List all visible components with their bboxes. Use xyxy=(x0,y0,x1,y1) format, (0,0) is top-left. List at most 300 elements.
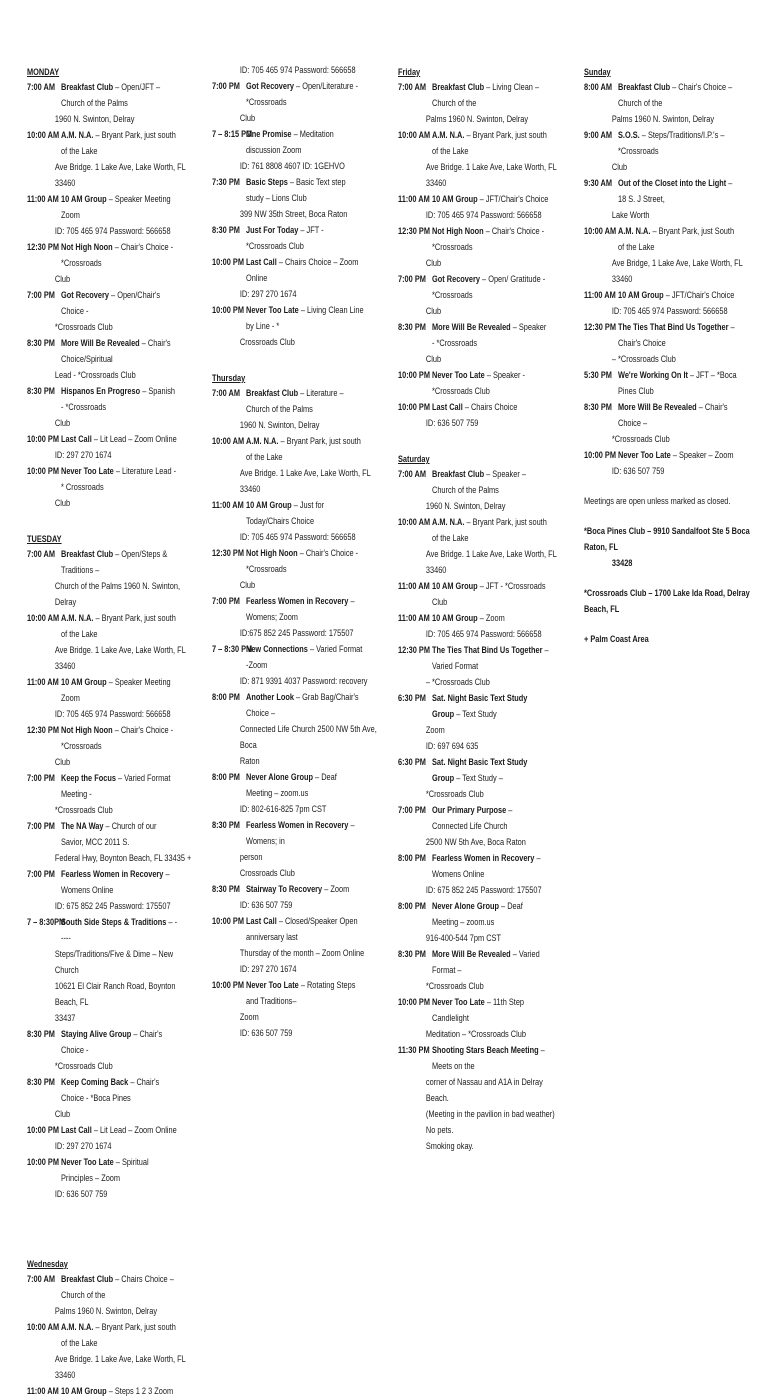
meeting-name: Never Too Late xyxy=(618,450,671,460)
meeting-entry xyxy=(27,79,205,111)
meeting-name: 10 AM Group xyxy=(432,194,478,204)
meeting-details: – Bryant Park, just South of the Lake xyxy=(618,226,735,252)
meeting-entry xyxy=(398,946,576,978)
meeting-time: 6:30 PM xyxy=(398,757,426,767)
meeting-time: 12:30 PM xyxy=(398,226,431,236)
meeting-entry xyxy=(212,689,390,721)
meeting-entry xyxy=(27,1026,205,1058)
meeting-details: – Grab Bag/Chair's Choice – xyxy=(246,692,359,718)
meeting-detail-line: Connected Life Church 2500 NW 5th Ave, Boca xyxy=(239,724,377,750)
day-heading-sunday: Sunday xyxy=(584,67,611,77)
meeting-details: – Lit Lead – Zoom Online xyxy=(91,434,177,444)
meeting-time: 7:00 PM xyxy=(212,596,240,606)
meeting-description xyxy=(61,1271,179,1303)
meeting-detail-line: Thursday of the month – Zoom Online xyxy=(239,948,365,958)
meeting-details: – Womens; Zoom xyxy=(246,596,355,622)
boca-pines-address-text: *Boca Pines Club – 9910 Sandalfoot Ste 5 Boca Raton, FL xyxy=(584,526,750,552)
meeting-detail-line: Club xyxy=(54,757,71,767)
meeting-description xyxy=(618,287,738,303)
meeting-name: Never Alone Group xyxy=(432,901,499,911)
meeting-name: 10 AM Group xyxy=(432,613,478,623)
meeting-detail-line: ID: 297 270 1674 xyxy=(239,289,297,299)
meeting-time: 10:00 PM xyxy=(27,466,60,476)
meeting-time: 7:30 PM xyxy=(212,177,240,187)
meeting-detail-line: Club xyxy=(425,354,442,364)
meeting-name: 10 AM Group xyxy=(246,500,292,510)
meeting-entry xyxy=(212,817,390,849)
meeting-description xyxy=(618,399,738,431)
meeting-description xyxy=(618,79,738,111)
meeting-entry xyxy=(27,335,205,367)
meeting-detail-line: ID: 297 270 1674 xyxy=(239,964,297,974)
meeting-detail-line: Ave Bridge. 1 Lake Ave, Lake Worth, FL 33460 xyxy=(239,468,371,494)
meeting-name: A.M. N.A. xyxy=(61,613,94,623)
meeting-entry xyxy=(398,898,576,930)
meeting-name: Keep Coming Back xyxy=(61,1077,129,1087)
meeting-description xyxy=(432,271,550,303)
meeting-time: 10:00 PM xyxy=(212,980,245,990)
meeting-entry xyxy=(584,79,764,111)
meeting-detail-line: ID: 675 852 245 Password: 175507 xyxy=(54,901,171,911)
meeting-detail-line: Club xyxy=(425,306,442,316)
meeting-time: 10:00 PM xyxy=(212,257,245,267)
meeting-entry xyxy=(212,977,390,1009)
meeting-name: Breakfast Club xyxy=(61,1274,114,1284)
meeting-detail-line: ID: 636 507 759 xyxy=(611,466,665,476)
meeting-time: 10:00 AM xyxy=(27,130,60,140)
meeting-detail-line: ID: 761 8808 4607 ID: 1GEHVO xyxy=(239,161,345,171)
meeting-entry xyxy=(212,913,390,945)
meeting-name: Keep the Focus xyxy=(61,773,116,783)
meeting-details: – Chair's Choice - *Crossroads xyxy=(246,548,359,574)
day-list-sunday xyxy=(584,79,764,479)
meeting-detail-line: Crossroads Club xyxy=(239,868,295,878)
meeting-description xyxy=(432,79,550,111)
meeting-details: – Zoom xyxy=(477,613,505,623)
meeting-detail-line: ID: 802-616-825 7pm CST xyxy=(239,804,327,814)
meeting-details: – Rotating Steps and Traditions– xyxy=(246,980,356,1006)
meeting-name: Stairway To Recovery xyxy=(246,884,323,894)
meeting-entry xyxy=(584,287,764,303)
meeting-description xyxy=(61,914,179,946)
meeting-time: 12:30 PM xyxy=(27,242,60,252)
meeting-description xyxy=(618,319,738,351)
meeting-detail-line: (Meeting in the pavilion in bad weather) No pets. xyxy=(425,1109,555,1135)
meeting-time: 8:30 PM xyxy=(212,884,240,894)
meeting-name: A.M. N.A. xyxy=(61,1322,94,1332)
meeting-detail-line: Ave Bridge, 1 Lake Ave, Lake Worth, FL 33460 xyxy=(611,258,743,284)
day-heading-saturday: Saturday xyxy=(398,454,430,464)
meeting-description xyxy=(61,770,179,802)
meeting-description xyxy=(61,1074,179,1106)
meeting-detail-line: Ave Bridge. 1 Lake Ave, Lake Worth, FL 33460 xyxy=(54,162,186,188)
meeting-details: – Church of our Savior, MCC 2011 S. xyxy=(61,821,157,847)
meeting-details: – Literature – Church of the Palms xyxy=(246,388,344,414)
meeting-description xyxy=(61,1122,179,1138)
meeting-details: – Womens Online xyxy=(432,853,541,879)
meeting-details: – JFT – *Boca Pines Club xyxy=(618,370,737,396)
meeting-details: – Bryant Park, just south of the Lake xyxy=(61,130,176,156)
meeting-detail-line: Crossroads Club xyxy=(239,337,295,347)
day-list-thursday xyxy=(212,385,390,1041)
meeting-description xyxy=(61,610,179,642)
meeting-name: A.M. N.A. xyxy=(432,517,465,527)
meeting-name: Not High Noon xyxy=(246,548,298,558)
meeting-detail-line: Smoking okay. xyxy=(425,1141,474,1151)
day-heading-thursday: Thursday xyxy=(212,373,246,383)
meeting-name: Out of the Closet into the Light xyxy=(618,178,727,188)
meeting-entry xyxy=(398,223,576,255)
meeting-time: 8:00 PM xyxy=(398,901,426,911)
meeting-detail-line: Club xyxy=(54,498,71,508)
meeting-description xyxy=(61,1026,179,1058)
meeting-details: – Womens; in xyxy=(246,820,355,846)
meeting-time: 8:30 PM xyxy=(212,225,240,235)
meeting-entry xyxy=(27,239,205,271)
boca-pines-address xyxy=(584,523,756,571)
meeting-description xyxy=(61,127,179,159)
meeting-details: – Varied Format xyxy=(432,645,549,671)
meeting-name: 10 AM Group xyxy=(618,290,664,300)
meeting-time: 7:00 AM xyxy=(27,82,56,92)
meeting-entry xyxy=(398,399,576,415)
meeting-description xyxy=(432,850,550,882)
meeting-details: – Open/ Gratitude - *Crossroads xyxy=(432,274,546,300)
meeting-time: 8:00 PM xyxy=(212,772,240,782)
meeting-description xyxy=(432,514,550,546)
meeting-name: More Will Be Revealed xyxy=(61,338,140,348)
meeting-description xyxy=(246,174,364,206)
meeting-name: Breakfast Club xyxy=(618,82,671,92)
meeting-entry xyxy=(398,319,576,351)
meeting-detail-line: 10621 El Clair Ranch Road, Boynton Beach, FL xyxy=(54,981,176,1007)
meeting-detail-line: Zoom xyxy=(239,1012,259,1022)
meeting-detail-line: Club xyxy=(425,258,442,268)
meeting-details: – JFT - *Crossroads Club xyxy=(246,225,324,251)
meeting-name: 10 AM Group xyxy=(432,581,478,591)
meeting-time: 11:00 AM xyxy=(398,613,430,623)
meeting-entry xyxy=(584,447,764,463)
meeting-entry xyxy=(584,175,764,207)
meeting-description xyxy=(61,722,179,754)
meeting-detail-line: *Crossroads Club xyxy=(54,1061,113,1071)
meeting-name: Never Too Late xyxy=(432,997,485,1007)
meeting-detail-line: 1960 N. Swinton, Delray xyxy=(54,114,135,124)
meeting-name: Fearless Women in Recovery xyxy=(246,820,349,830)
meeting-detail-line: 1960 N. Swinton, Delray xyxy=(425,501,506,511)
meeting-name: Never Too Late xyxy=(61,466,114,476)
meeting-name: Breakfast Club xyxy=(432,469,485,479)
meeting-description xyxy=(61,1319,179,1351)
meeting-name: 10 AM Group xyxy=(61,1386,107,1396)
meeting-detail-line: ID: 675 852 245 Password: 175507 xyxy=(425,885,542,895)
meeting-time: 6:30 PM xyxy=(398,693,426,703)
meeting-description xyxy=(432,642,550,674)
meeting-time: 10:00 PM xyxy=(584,450,617,460)
meeting-entry xyxy=(27,866,205,898)
meeting-detail-line: 2500 NW 5th Ave, Boca Raton xyxy=(425,837,526,847)
palm-coast-text: + Palm Coast Area xyxy=(584,634,649,644)
meeting-name: Last Call xyxy=(246,916,277,926)
meeting-time: 10:00 PM xyxy=(27,1157,60,1167)
meeting-description xyxy=(61,1154,179,1186)
meeting-details: – Bryant Park, just south of the Lake xyxy=(61,1322,176,1348)
meeting-time: 7:00 PM xyxy=(212,81,240,91)
meeting-name: Got Recovery xyxy=(61,290,109,300)
meeting-details: – ----- xyxy=(61,917,178,943)
meeting-time: 10:00 AM xyxy=(27,613,60,623)
meeting-description xyxy=(246,302,364,334)
meeting-details: – Bryant Park, just south of the Lake xyxy=(61,613,176,639)
meeting-description xyxy=(432,578,550,610)
meeting-entry xyxy=(398,994,576,1026)
meeting-entry xyxy=(27,287,205,319)
meeting-name: The Ties That Bind Us Together xyxy=(432,645,543,655)
meeting-name: Never Too Late xyxy=(61,1157,114,1167)
meeting-details: – Text Study – xyxy=(454,773,503,783)
meeting-time: 5:30 PM xyxy=(584,370,612,380)
meeting-time: 8:30 PM xyxy=(398,949,426,959)
meeting-details: – 11th Step Candlelight xyxy=(432,997,525,1023)
meeting-entry xyxy=(212,126,390,158)
meeting-detail-line: *Crossroads Club xyxy=(425,981,484,991)
meeting-details: – Spiritual Principles – Zoom xyxy=(61,1157,149,1183)
meeting-name: Hispanos En Progreso xyxy=(61,386,141,396)
meeting-detail-line: person xyxy=(239,852,263,862)
meeting-name: A.M. N.A. xyxy=(246,436,279,446)
meeting-name: Last Call xyxy=(61,434,92,444)
meeting-description xyxy=(61,383,179,415)
meeting-description xyxy=(246,254,364,286)
meeting-description xyxy=(246,385,364,417)
meeting-details: – Chair's Choice/Spiritual xyxy=(61,338,171,364)
meeting-entry xyxy=(398,802,576,834)
meeting-description xyxy=(432,754,550,786)
meeting-description xyxy=(61,287,179,319)
meeting-detail-line: 399 NW 35th Street, Boca Raton xyxy=(239,209,348,219)
meeting-detail-line: Lead - *Crossroads Club xyxy=(54,370,136,380)
boca-pines-zip: 33428 xyxy=(611,558,633,568)
meeting-name: Breakfast Club xyxy=(61,549,114,559)
meeting-description xyxy=(618,175,738,207)
meeting-details: – Steps/Traditions/I.P.'s – *Crossroads xyxy=(618,130,725,156)
meeting-time: 8:30 PM xyxy=(212,820,240,830)
meeting-detail-line: ID: 636 507 759 xyxy=(239,1028,293,1038)
meeting-description xyxy=(246,641,364,673)
meeting-entry xyxy=(27,1271,205,1303)
meeting-detail-line: ID: 705 465 974 Password: 566658 xyxy=(239,532,356,542)
meeting-name: More Will Be Revealed xyxy=(432,322,511,332)
meeting-details: – Chair's Choice - *Crossroads xyxy=(61,242,174,268)
meeting-details: – Open/JFT – Church of the Palms xyxy=(61,82,161,108)
meeting-detail-line: 33437 xyxy=(54,1013,76,1023)
palm-coast-note xyxy=(584,631,756,647)
meeting-description xyxy=(432,610,550,626)
meeting-time: 7:00 PM xyxy=(27,773,55,783)
meeting-entry xyxy=(212,497,390,529)
meeting-description xyxy=(61,1383,179,1399)
meeting-time: 7:00 PM xyxy=(27,290,55,300)
meeting-description xyxy=(61,191,179,223)
meeting-description xyxy=(432,191,550,207)
meeting-details: – JFT - *Crossroads Club xyxy=(432,581,546,607)
meeting-name: S.O.S. xyxy=(618,130,640,140)
meeting-time: 11:00 AM xyxy=(584,290,616,300)
meeting-time: 7:00 AM xyxy=(398,469,427,479)
meeting-entry xyxy=(584,223,764,255)
meeting-detail-line: Club xyxy=(54,418,71,428)
meeting-entry xyxy=(212,222,390,254)
meeting-detail-line: *Crossroads Club xyxy=(611,434,670,444)
meeting-name: Just For Today xyxy=(246,225,299,235)
meeting-details: – Chair's Choice – xyxy=(618,402,728,428)
meeting-details: – Closed/Speaker Open anniversary last xyxy=(246,916,358,942)
meeting-time: 8:30 PM xyxy=(27,386,55,396)
meeting-detail-line: Meditation – *Crossroads Club xyxy=(425,1029,526,1039)
meeting-entry xyxy=(584,399,764,431)
meeting-time: 8:00 PM xyxy=(398,853,426,863)
meeting-details: – Steps 1 2 3 Zoom xyxy=(106,1386,174,1396)
meeting-time: 10:00 AM xyxy=(212,436,245,446)
meeting-detail-line: 916-400-544 7pm CST xyxy=(425,933,501,943)
meeting-name: Last Call xyxy=(246,257,277,267)
meeting-time: 8:30 PM xyxy=(584,402,612,412)
meeting-name: A.M. N.A. xyxy=(618,226,651,236)
meeting-detail-line: Church of the Palms 1960 N. Swinton, Delray xyxy=(54,581,180,607)
meeting-details: – Living Clean – Church of the xyxy=(432,82,540,108)
meeting-time: 10:00 AM xyxy=(584,226,617,236)
meeting-name: We're Working On It xyxy=(618,370,688,380)
meeting-detail-line: – *Crossroads Club xyxy=(425,677,490,687)
meeting-name: Sat. Night Basic Text Study Group xyxy=(432,757,528,783)
meeting-description xyxy=(432,690,550,722)
meeting-name: Never Too Late xyxy=(432,370,485,380)
meeting-description xyxy=(618,127,738,159)
meeting-time: 10:00 PM xyxy=(212,916,245,926)
meeting-entry xyxy=(27,127,205,159)
meeting-entry xyxy=(27,722,205,754)
meeting-detail-line: Ave Bridge. 1 Lake Ave, Lake Worth, FL 33460 xyxy=(54,645,186,671)
meeting-entry xyxy=(212,641,390,673)
meeting-details: – Open/Literature - *Crossroads xyxy=(246,81,358,107)
meeting-entry xyxy=(212,545,390,577)
meeting-name: Never Too Late xyxy=(246,980,299,990)
meeting-entry xyxy=(212,385,390,417)
meeting-time: 10:00 PM xyxy=(398,370,431,380)
meeting-detail-line: ID: 705 465 974 Password: 566658 xyxy=(425,210,542,220)
meeting-time: 7:00 AM xyxy=(212,388,241,398)
meeting-detail-line: Lake Worth xyxy=(611,210,650,220)
meeting-entry xyxy=(398,127,576,159)
meeting-details: – Bryant Park, just south of the Lake xyxy=(246,436,361,462)
meeting-time: 10:00 PM xyxy=(212,305,245,315)
meeting-name: Got Recovery xyxy=(432,274,480,284)
column-2 xyxy=(212,62,390,1041)
meeting-entry xyxy=(212,881,390,897)
meeting-entry xyxy=(27,674,205,706)
meeting-detail-line: Ave Bridge. 1 Lake Ave, Lake Worth, FL 33460 xyxy=(425,549,557,575)
meeting-name: Not High Noon xyxy=(432,226,484,236)
day-heading-friday: Friday xyxy=(398,67,421,77)
meeting-name: Another Look xyxy=(246,692,294,702)
meeting-details: – Chair's Choice xyxy=(618,322,735,348)
meeting-description xyxy=(432,466,550,498)
meeting-time: 8:00 PM xyxy=(212,692,240,702)
meeting-description xyxy=(432,994,550,1026)
meeting-details: – Speaker - *Crossroads Club xyxy=(432,370,525,396)
meeting-entry xyxy=(398,79,576,111)
meeting-description xyxy=(61,674,179,706)
meeting-name: Last Call xyxy=(61,1125,92,1135)
day-list-wednesday-continued xyxy=(212,78,390,350)
meeting-entry xyxy=(398,610,576,626)
meeting-detail-line: ID: 297 270 1674 xyxy=(54,450,112,460)
meeting-details: – Chair's Choice - xyxy=(61,1029,163,1055)
crossroads-address-text: *Crossroads Club – 1700 Lake Ida Road, Delray Beach, FL xyxy=(584,588,750,614)
meeting-entry xyxy=(212,433,390,465)
day-list-saturday xyxy=(398,466,576,1154)
meeting-description xyxy=(618,447,738,463)
meeting-entry xyxy=(27,431,205,447)
meeting-entry xyxy=(27,914,205,946)
meeting-description xyxy=(61,866,179,898)
meeting-entry xyxy=(398,642,576,674)
meeting-time: 12:30 PM xyxy=(212,548,245,558)
meeting-details: – Womens Online xyxy=(61,869,170,895)
meeting-detail-line: Palms 1960 N. Swinton, Delray xyxy=(425,114,529,124)
meeting-time: 10:00 AM xyxy=(27,1322,60,1332)
meeting-time: 11:30 PM xyxy=(398,1045,430,1055)
meeting-detail-line: 1960 N. Swinton, Delray xyxy=(239,420,320,430)
meeting-entry xyxy=(27,1319,205,1351)
meeting-details: – Zoom xyxy=(322,884,350,894)
meeting-entry xyxy=(27,191,205,223)
column-3 xyxy=(398,62,576,1154)
meeting-time: 7:00 PM xyxy=(398,805,426,815)
meeting-details: – Meets on the xyxy=(432,1045,545,1071)
meeting-entry xyxy=(212,174,390,206)
day-heading-tuesday: TUESDAY xyxy=(27,534,62,544)
meeting-time: 10:00 PM xyxy=(27,1125,60,1135)
meeting-detail-line: *Crossroads Club xyxy=(54,322,113,332)
meeting-detail-line: Steps/Traditions/Five & Dime – New Church xyxy=(54,949,174,975)
crossroads-address xyxy=(584,585,756,617)
meeting-details: – Living Clean Line by Line - * xyxy=(246,305,364,331)
meeting-name: Not High Noon xyxy=(61,725,113,735)
meeting-entry xyxy=(398,271,576,303)
meeting-details: – Varied Format Meeting - xyxy=(61,773,171,799)
meeting-description xyxy=(246,545,364,577)
meeting-name: A.M. N.A. xyxy=(432,130,465,140)
meeting-time: 7 – 8:30PM xyxy=(27,917,66,927)
meeting-name: Breakfast Club xyxy=(61,82,114,92)
day-list-monday xyxy=(27,79,205,511)
meeting-details: – 18 S. J Street, xyxy=(618,178,733,204)
meeting-description xyxy=(246,881,364,897)
meeting-entry xyxy=(27,1383,205,1399)
meeting-details: – Just for Today/Chairs Choice xyxy=(246,500,325,526)
meeting-time: 9:30 AM xyxy=(584,178,613,188)
meeting-entry xyxy=(398,850,576,882)
meeting-entry xyxy=(212,254,390,286)
meeting-description xyxy=(61,239,179,271)
meeting-name: Shooting Stars Beach Meeting xyxy=(432,1045,539,1055)
meeting-name: New Connections xyxy=(246,644,308,654)
meeting-entry xyxy=(398,1042,576,1074)
meeting-details: – Open/Steps & Traditions – xyxy=(61,549,168,575)
meeting-details: – Literature Lead - * Crossroads xyxy=(61,466,177,492)
meeting-detail-line: ID: 705 465 974 Password: 566658 xyxy=(425,629,542,639)
